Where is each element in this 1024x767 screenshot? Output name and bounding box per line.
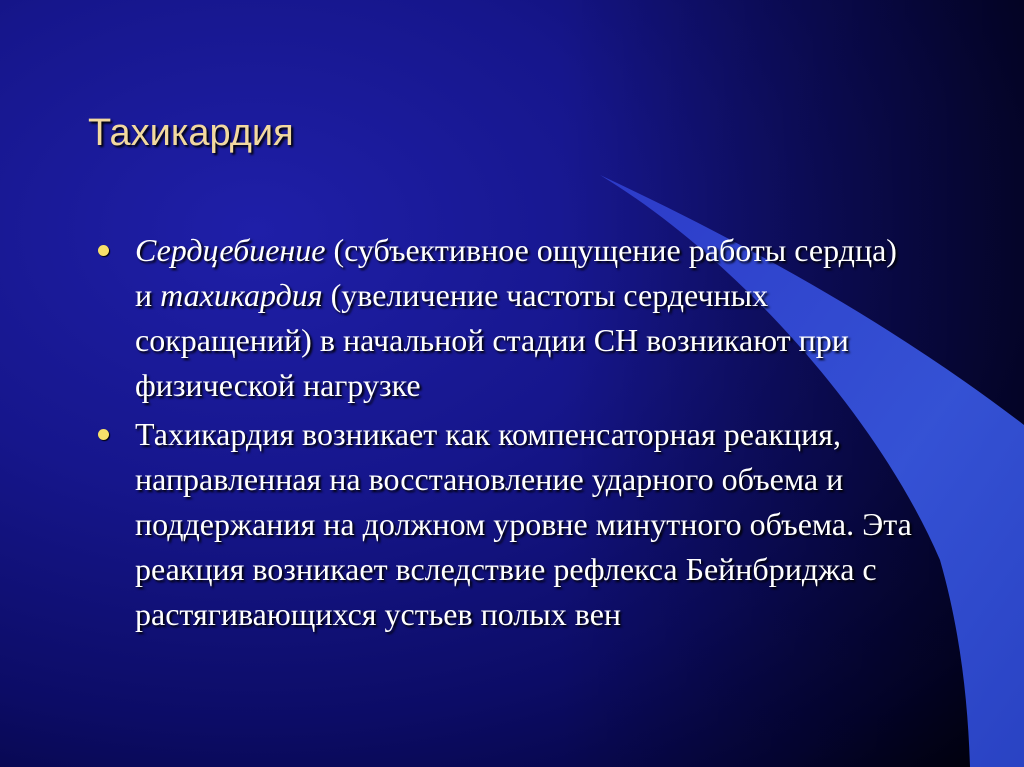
bullet-text: Тахикардия возникает как компенсаторная реакция, направленная на восстановление ударного объема и поддержания на должном уровне минутного объема. Эта реакция возникает вследствие рефлекса Бейнбриджа с растягивающихся устьев полых вен — [135, 416, 912, 632]
bullet-list — [96, 228, 916, 641]
bullet-term: Сердцебиение — [135, 232, 326, 268]
bullet-dot-icon — [98, 429, 109, 440]
bullet-text: (увеличение частоты сердечных сокращений) в начальной стадии СН возникают при физической нагрузке — [135, 277, 849, 403]
bullet-term: тахикардия — [160, 277, 323, 313]
bullet-dot-icon — [98, 245, 109, 256]
bullet-text: (субъективное ощущение работы сердца) и — [135, 232, 897, 313]
bullet-item — [96, 228, 916, 408]
slide-title: Тахикардия — [88, 112, 294, 154]
bullet-item — [96, 412, 916, 637]
